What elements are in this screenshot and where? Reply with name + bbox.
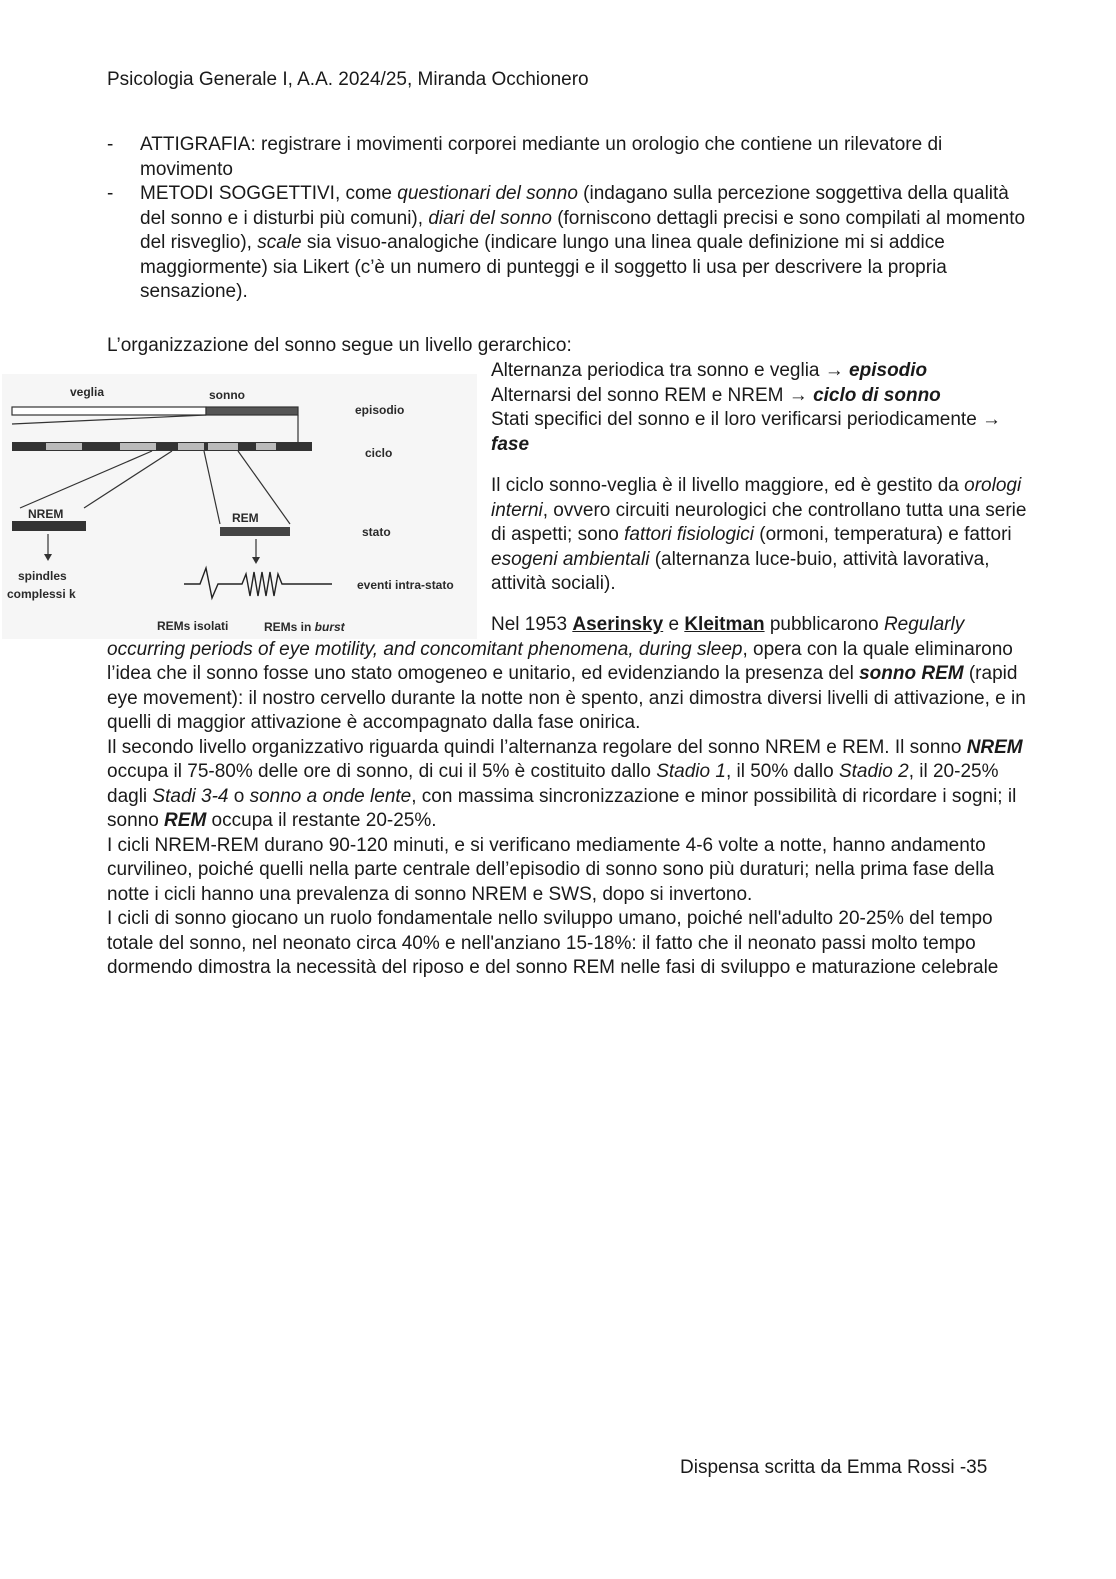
eventi-label: eventi intra-stato (357, 578, 454, 592)
cycles-paragraph: I cicli NREM-REM durano 90-120 minuti, e si verificano mediamente 4-6 volte a notte, hanno andamento curvilineo, poiché quelli nella parte centrale dell’episodio di sonno sono più duraturi; nella prima fase della notte i cicli hanno una prevalenza di sonno NREM e SWS, dopo si invertono. (107, 834, 995, 905)
spindles-label: spindles (18, 569, 67, 583)
list-item: - METODI SOGGETTIVI, come questionari del sonno (indagano sulla percezione soggettiva della qualità del sonno e i disturbi più comuni), diari del sonno (forniscono dettagli precisi e sono compilati al momento del risveglio), scale sia visuo-analogiche (indicare lungo una linea quale definizione mi si addice maggiormente) sia Likert (c’è un numero di punteggi e il soggetto li usa per descrivere la propria sensazione). (107, 183, 1026, 302)
main-body (107, 613, 1032, 981)
hierarchy-item: Stati specifici del sonno e il loro verificarsi periodicamente → fase (491, 409, 1002, 455)
nrem-bar (12, 521, 86, 531)
hierarchy-item: Alternarsi del sonno REM e NREM → ciclo di sonno (491, 384, 941, 406)
rems-isolati-label: REMs isolati (157, 619, 229, 633)
ciclo-paragraph: Il ciclo sonno-veglia è il livello maggiore, ed è gestito da orologi interni, ovvero circuiti neurologici che controllano tutta una serie di aspetti; sono fattori fisiologici (ormoni, temperatura) e fattori esogeni ambientali (alternanza luce-buio, attività lavorativa, attività sociali). (491, 475, 1027, 594)
stato-label: stato (362, 525, 391, 539)
veglia-bar (12, 407, 206, 415)
rems-burst-label: REMs in burst (264, 620, 345, 634)
sonno-bar (206, 407, 298, 415)
aserinsky-paragraph: Nel 1953 Aserinsky e Kleitman pubblicarono Regularly occurring periods of eye motility, and concomitant phenomena, during sleep, opera con la quale eliminarono l’idea che il sonno fosse uno stato omogeneo e unitario, ed evidenziando la presenza del sonno REM (rapid eye movement): il nostro cervello durante la notte non è spento, anzi dimostra diversi livelli di attivazione, e in quelli di maggior attivazione è accompagnato dalla fase onirica. (107, 614, 1026, 733)
hierarchy-item: Alternanza periodica tra sonno e veglia → episodio (491, 360, 928, 381)
second-level-paragraph: Il secondo livello organizzativo riguarda quindi l’alternanza regolare del sonno NREM e REM. Il sonno NREM occupa il 75-80% delle ore di sonno, di cui il 5% è costituito dallo Stadio 1, il 50% dallo Stadio 2, il 20-25% dagli Stadi 3-4 o sonno a onde lente, con massima sincronizzazione e minor possibilità di ricordare i sogni; il sonno REM occupa il restante 20-25%. (107, 736, 1023, 831)
methods-list (107, 133, 1032, 305)
page-footer: Dispensa scritta da Emma Rossi -35 (680, 1457, 988, 1478)
episodio-label: episodio (355, 403, 405, 417)
page-header: Psicologia Generale I, A.A. 2024/25, Miranda Occhionero (107, 69, 589, 90)
sleep-hierarchy-diagram (2, 374, 477, 639)
section-intro: L’organizzazione del sonno segue un livello gerarchico: (107, 335, 572, 356)
bullet-text: registrare i movimenti corporei mediante un orologio che contiene un rilevatore di movimento (140, 134, 943, 180)
sonno-label: sonno (209, 388, 245, 402)
hierarchy-text (491, 359, 1031, 597)
diagram-svg (2, 374, 477, 639)
rem-label: REM (232, 511, 259, 525)
bullet-title: METODI SOGGETTIVI, come (140, 183, 398, 204)
bullet-title: ATTIGRAFIA: (140, 134, 256, 155)
ciclo-label: ciclo (365, 446, 393, 460)
complessi-label: complessi k (7, 587, 76, 601)
veglia-label: veglia (70, 385, 105, 399)
rem-bar (220, 527, 290, 536)
nrem-label: NREM (28, 507, 64, 521)
development-paragraph: I cicli di sonno giocano un ruolo fondamentale nello sviluppo umano, poiché nell'adulto 20-25% del tempo totale del sonno, nel neonato circa 40% e nell'anziano 15-18%: il fatto che il neonato passi molto tempo dormendo dimostra la necessità del riposo e del sonno REM nelle fasi di sviluppo e maturazione celebrale (107, 908, 999, 978)
list-item: - ATTIGRAFIA: registrare i movimenti corporei mediante un orologio che contiene un rilevatore di movimento (107, 134, 943, 180)
